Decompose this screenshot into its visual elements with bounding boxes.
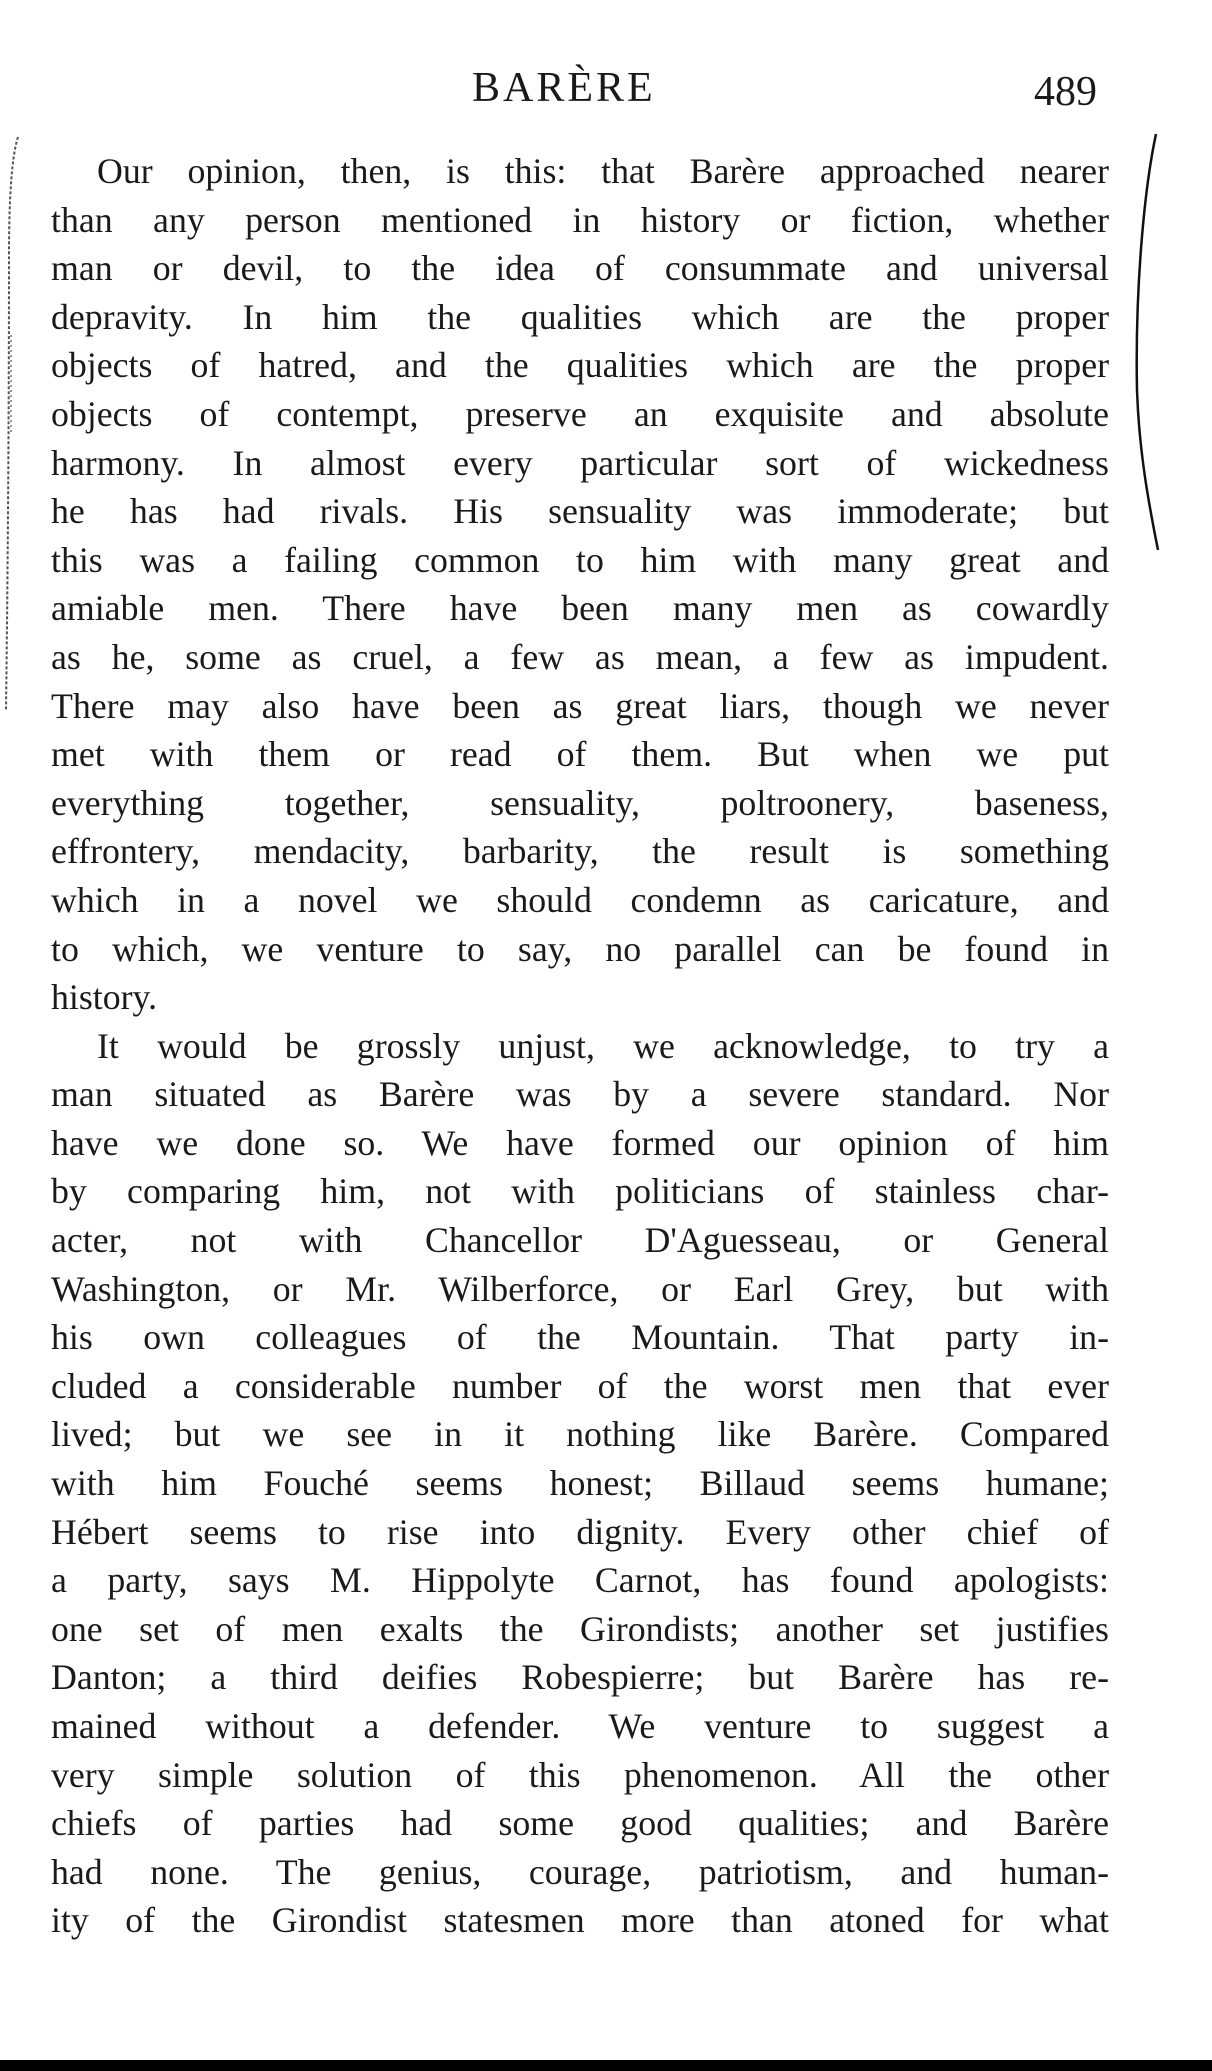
text-line: history. bbox=[51, 977, 158, 1018]
text-line: have we done so. We have formed our opinion of him bbox=[51, 1122, 1109, 1163]
text-line: man situated as Barère was by a severe standard. Nor bbox=[51, 1074, 1109, 1115]
text-line: harmony. In almost every particular sort of wickedness bbox=[51, 442, 1109, 483]
text-line: Danton; a third deifies Robespierre; but Barère has re- bbox=[51, 1657, 1109, 1698]
text-line: There may also have been as great liars, though we never bbox=[51, 685, 1109, 726]
right-margin-bracket-icon bbox=[1128, 130, 1168, 550]
text-line: this was a failing common to him with many great and bbox=[51, 539, 1109, 580]
text-line: cluded a considerable number of the worst men that ever bbox=[51, 1365, 1109, 1406]
text-line: Washington, or Mr. Wilberforce, or Earl Grey, but with bbox=[51, 1268, 1109, 1309]
text-line: to which, we venture to say, no parallel can be found in bbox=[51, 928, 1109, 969]
text-line: as he, some as cruel, a few as mean, a few as impudent. bbox=[51, 636, 1109, 677]
text-line: lived; but we see in it nothing like Barère. Compared bbox=[51, 1414, 1109, 1455]
text-line: than any person mentioned in history or fiction, whether bbox=[51, 199, 1109, 240]
page-title: BARÈRE bbox=[472, 65, 656, 111]
bottom-edge-rule bbox=[0, 2060, 1212, 2071]
paragraph-2 bbox=[51, 1022, 1109, 1945]
text-line: It would be grossly unjust, we acknowledge, to try a bbox=[97, 1025, 1109, 1066]
text-line: very simple solution of this phenomenon. All the other bbox=[51, 1754, 1109, 1795]
text-line: which in a novel we should condemn as caricature, and bbox=[51, 879, 1109, 920]
text-line: he has had rivals. His sensuality was immoderate; but bbox=[51, 491, 1109, 532]
text-line: Hébert seems to rise into dignity. Every other chief of bbox=[51, 1511, 1109, 1552]
text-line: man or devil, to the idea of consummate and universal bbox=[51, 248, 1109, 289]
text-line: amiable men. There have been many men as cowardly bbox=[51, 588, 1109, 629]
page-number: 489 bbox=[1034, 69, 1097, 115]
text-line: depravity. In him the qualities which are the proper bbox=[51, 296, 1109, 337]
running-head bbox=[0, 64, 1212, 124]
text-line: by comparing him, not with politicians of stainless char- bbox=[51, 1171, 1109, 1212]
text-line: one set of men exalts the Girondists; another set justifies bbox=[51, 1608, 1109, 1649]
text-line: acter, not with Chancellor D'Aguesseau, or General bbox=[51, 1220, 1109, 1261]
body-text bbox=[51, 147, 1109, 1945]
left-margin-pencil-mark-icon bbox=[0, 135, 26, 715]
text-line: met with them or read of them. But when we put bbox=[51, 734, 1109, 775]
text-line: effrontery, mendacity, barbarity, the result is something bbox=[51, 831, 1109, 872]
text-line: Our opinion, then, is this: that Barère approached nearer bbox=[97, 151, 1109, 191]
paragraph-1 bbox=[51, 147, 1109, 1022]
text-line: with him Fouché seems honest; Billaud seems humane; bbox=[51, 1463, 1109, 1504]
text-line: his own colleagues of the Mountain. That party in- bbox=[51, 1317, 1109, 1358]
text-line: objects of contempt, preserve an exquisite and absolute bbox=[51, 393, 1109, 434]
text-line: had none. The genius, courage, patriotism, and human- bbox=[51, 1851, 1109, 1892]
text-line: everything together, sensuality, poltroonery, baseness, bbox=[51, 782, 1109, 823]
text-line: mained without a defender. We venture to suggest a bbox=[51, 1706, 1109, 1746]
text-line: a party, says M. Hippolyte Carnot, has found apologists: bbox=[51, 1560, 1109, 1601]
text-line: objects of hatred, and the qualities which are the proper bbox=[51, 345, 1109, 386]
text-line: ity of the Girondist statesmen more than atoned for what bbox=[51, 1900, 1109, 1941]
text-line: chiefs of parties had some good qualities; and Barère bbox=[51, 1803, 1109, 1844]
